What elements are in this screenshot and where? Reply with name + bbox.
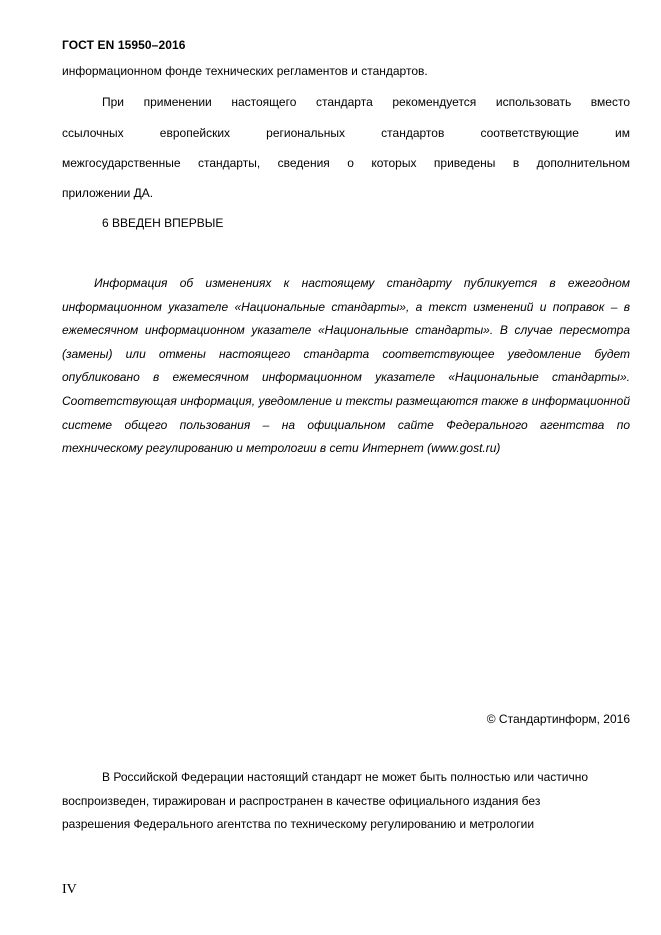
reproduction-notice: В Российской Федерации настоящий стандарт не может быть полностью или частично воспроизведен, тиражирован и распространен в качестве официального издания без разрешения Федерального агентства по техническому регулированию и метрологии (62, 770, 589, 831)
word: стандартов (381, 126, 445, 140)
document-code-header: ГОСТ EN 15950–2016 (62, 38, 186, 52)
application-note-line-3 (62, 156, 630, 170)
application-note-line-1 (62, 95, 630, 109)
word: региональных (266, 126, 346, 140)
copyright-notice: © Стандартинформ, 2016 (486, 712, 630, 726)
word: соответствующие (480, 126, 579, 140)
word: им (615, 126, 630, 140)
section-6-heading: 6 ВВЕДЕН ВПЕРВЫЕ (102, 216, 224, 230)
application-note-line-2 (62, 126, 630, 140)
word: ссылочных (62, 126, 124, 140)
change-information-paragraph: Информация об изменениях к настоящему стандарту публикуется в ежегодном информационном указателе «Национальные стандарты», а текст изменений и поправок – в ежемесячном информационном указателе «Национальные стандарты». В случае пересмотра (замены) или отмены настоящего стандарта соответствующее уведомление будет опубликовано в ежемесячном информационном указателе «Национальные стандарты». Соответствующая информация, уведомление и тексты размещаются также в информационной системе общего пользования – на официальном сайте Федерального агентства по техническому регулированию и метрологии в сети Интернет (www.gost.ru) (62, 276, 630, 456)
application-note-text-1: При применении настоящего стандарта рекомендуется использовать вместо (102, 95, 630, 109)
page-number: IV (62, 882, 77, 897)
intro-line: информационном фонде технических регламентов и стандартов. (62, 64, 428, 78)
word: европейских (159, 126, 231, 140)
application-note-text-3: межгосударственные стандарты, сведения о которых приведены в дополнительном (62, 156, 630, 170)
application-note-line-4: приложении ДА. (62, 186, 154, 200)
